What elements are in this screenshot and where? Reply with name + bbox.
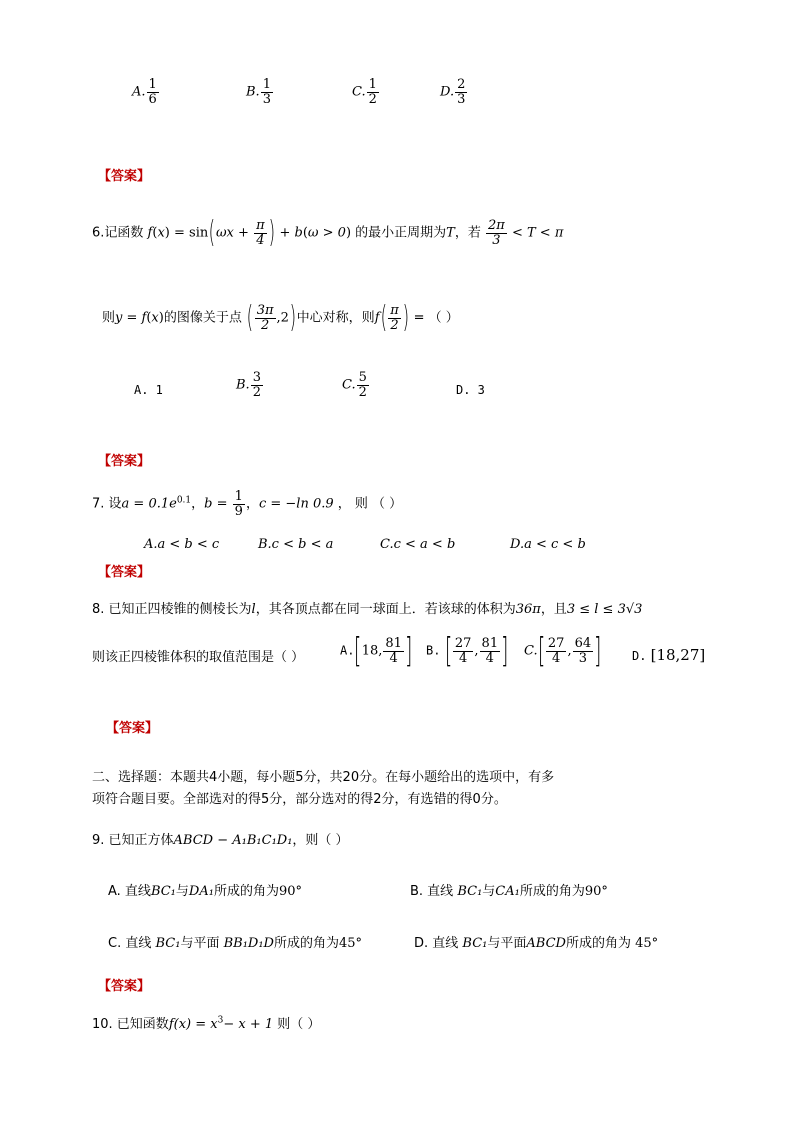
stem-text: ，其各顶点都在同一球面上．若该球的体积为: [255, 602, 516, 617]
math: 3 ≤ l ≤ 3√3: [566, 602, 643, 617]
q7-stem: [92, 490, 402, 518]
denominator: 3: [578, 650, 587, 666]
math: f: [374, 310, 380, 326]
math: y = f: [115, 310, 147, 326]
math: BC₁: [155, 936, 181, 951]
numerator: 81: [481, 635, 499, 651]
math: 90°: [584, 884, 608, 899]
stem-text: 所成的角为: [519, 884, 585, 899]
math: ABCD: [526, 936, 566, 951]
section2-line2: 项符合题目要。全部选对的得5分，部分选对的得2分，有选错的得0分。: [92, 792, 507, 807]
denominator: 4: [389, 650, 398, 666]
fraction: [357, 371, 369, 399]
stem-text: 的图像关于点: [163, 310, 242, 326]
denominator: 3: [457, 91, 466, 107]
fraction: [453, 637, 474, 665]
q8-stem-line1: [92, 598, 642, 617]
math: 45°: [635, 936, 659, 951]
answer-label: 【答案】: [98, 565, 151, 580]
q5-option-b: [246, 78, 274, 106]
stem-text: 的最小正周期为: [355, 225, 447, 241]
q7-option-c: C.c < a < b: [380, 537, 456, 552]
denominator: 2: [252, 384, 261, 400]
q9-option-c: [108, 932, 362, 951]
question-number: 7. 设: [92, 496, 122, 512]
stem-text: 与: [175, 884, 189, 899]
fraction: [383, 637, 404, 665]
math: BC₁: [457, 884, 483, 899]
option-letter: B.: [236, 377, 250, 393]
fraction: [261, 78, 273, 106]
stem-text: B. 直线: [410, 884, 454, 899]
stem-text: = （ ）: [413, 310, 459, 326]
option-letter: D.: [440, 84, 455, 100]
q5-option-c: [352, 78, 380, 106]
math: CA₁: [495, 884, 520, 899]
option-letter: B.: [246, 84, 260, 100]
answer-label: 【答案】: [98, 979, 151, 994]
numerator: 27: [547, 635, 565, 651]
stem-text: D. 直线: [414, 936, 459, 951]
stem-text: ，则（ ）: [292, 833, 349, 848]
denominator: 2: [368, 91, 377, 107]
math: 90°: [278, 884, 302, 899]
stem-text: C. 直线: [108, 936, 152, 951]
stem-text: ，且: [540, 602, 567, 617]
q6-stem-line2: 则y = f(x)的图像关于点 ( $\frac{3\pi}{2}$ ,2)中心对称，则f( $\frac{\pi}{2}$ ) = （ ）: [102, 300, 459, 335]
numerator: π: [256, 217, 265, 233]
q10-stem: [92, 1013, 320, 1032]
fraction: [251, 371, 263, 399]
stem-text: 9. 已知正方体: [92, 833, 174, 848]
fraction: [255, 304, 276, 332]
q7-option-d: D.a < c < b: [510, 537, 586, 552]
math: ωx +: [215, 225, 249, 241]
math: + b: [279, 225, 303, 241]
math: x: [151, 310, 159, 326]
fraction: [546, 637, 567, 665]
stem-text: ，: [245, 496, 259, 512]
q8-option-c: C.[ $\frac{27}{4}$ , $\frac{64}{3}$ ]: [524, 631, 602, 671]
math: b =: [204, 496, 228, 512]
stem-text: A. 直线: [108, 884, 151, 899]
numerator: 81: [385, 635, 402, 651]
denominator: 4: [485, 650, 494, 666]
numerator: 1: [148, 77, 157, 92]
denominator: 6: [148, 91, 157, 107]
denominator: 3: [262, 91, 271, 107]
math: T: [446, 225, 455, 241]
answer-label: 【答案】: [98, 169, 151, 184]
denominator: 2: [260, 317, 270, 333]
math: BC₁: [150, 884, 176, 899]
q9-stem: [92, 829, 349, 848]
math: f(x) = x: [168, 1017, 218, 1032]
math: 36π: [515, 602, 541, 617]
math: c = −ln 0.9: [258, 496, 334, 512]
q8-option-a: A.[18, $\frac{81}{4}$ ]: [340, 631, 413, 671]
numerator: 27: [454, 635, 472, 651]
stem-text: 中心对称，则: [296, 310, 375, 326]
numerator: 1: [262, 77, 271, 92]
fraction: [573, 637, 594, 665]
option-letter: D.: [632, 649, 647, 663]
numerator: 5: [358, 370, 367, 385]
math: x: [157, 225, 165, 241]
denominator: 4: [552, 650, 561, 666]
math: 3: [217, 1015, 224, 1026]
q8-option-d: [632, 646, 705, 664]
numerator: 3π: [256, 302, 274, 318]
fraction: [388, 304, 401, 332]
denominator: 2: [358, 384, 367, 400]
option-letter: C.: [524, 643, 538, 659]
stem-text: 所成的角为: [565, 936, 631, 951]
fraction: [367, 78, 379, 106]
q8-stem-line2: 则该正四棱锥体积的取值范围是（ ）: [92, 650, 305, 665]
numerator: 2: [457, 77, 466, 92]
denominator: 9: [234, 503, 243, 519]
math: DA₁: [188, 884, 214, 899]
q6-option-c: [342, 371, 370, 399]
stem-text: 与平面: [487, 936, 527, 951]
stem-text: 则（ ）: [277, 1017, 321, 1032]
answer-label: 【答案】: [98, 454, 151, 469]
denominator: 2: [390, 317, 399, 333]
q6-option-d: D. 3: [456, 383, 485, 397]
numerator: 1: [234, 489, 243, 504]
section2-line1: 二、选择题：本题共4小题，每小题5分，共20分。在每小题给出的选项中，有多: [92, 770, 555, 785]
stem-text: ， 则 （ ）: [337, 496, 403, 512]
stem-text: 与: [482, 884, 496, 899]
q7-option-a: A.a < b < c: [144, 537, 220, 552]
math: BC₁: [462, 936, 488, 951]
numerator: 1: [368, 77, 377, 92]
stem-text: ，若: [454, 225, 481, 241]
q6-option-a: A. 1: [134, 383, 163, 397]
math: 45°: [338, 936, 363, 951]
q9-option-b: [410, 880, 608, 899]
q5-option-a: [132, 78, 160, 106]
math: ,2: [276, 310, 289, 326]
denominator: 4: [458, 650, 468, 666]
option-letter: A.: [132, 84, 146, 100]
numerator: 3: [252, 370, 261, 385]
math: − x + 1: [223, 1017, 274, 1032]
q8-option-b: B. [ $\frac{27}{4}$ , $\frac{81}{4}$ ]: [426, 631, 509, 671]
stem-text: ，: [191, 496, 205, 512]
denominator: 3: [492, 232, 501, 248]
question-number: 6.记函数: [92, 225, 144, 241]
math: a = 0.1e: [121, 496, 177, 512]
fraction: [455, 78, 467, 106]
stem-text: 8. 已知正四棱锥的侧棱长为: [92, 602, 252, 617]
answer-label: 【答案】: [106, 721, 159, 736]
numerator: π: [390, 302, 399, 318]
option-letter: C.: [352, 84, 366, 100]
math: ABCD − A₁B₁C₁D₁: [173, 833, 293, 848]
fraction: [233, 490, 245, 518]
fraction: [254, 219, 267, 247]
option-letter: B.: [426, 643, 441, 658]
fraction: [486, 219, 507, 247]
math: [18,27]: [650, 646, 706, 664]
math: ω > 0: [307, 225, 346, 241]
math: = sin: [174, 225, 209, 241]
option-letter: A.: [340, 643, 355, 658]
q6-stem-line1: 6.记函数 f(x) = sin(ωx + $\frac{\pi}{4}$ ) + b(ω > 0) 的最小正周期为T，若 $\frac{2\pi}{3}$ < T < π: [92, 215, 564, 250]
numerator: 2π: [488, 217, 505, 233]
math: < T < π: [511, 225, 564, 241]
math: BB₁D₁D: [223, 936, 274, 951]
math: l: [251, 602, 256, 617]
q9-option-a: [108, 880, 302, 899]
q6-option-b: [236, 371, 264, 399]
stem-text: 所成的角为: [213, 884, 279, 899]
option-letter: C.: [342, 377, 356, 393]
question-number: 10. 已知函数: [92, 1017, 169, 1032]
stem-text: 所成的角为: [273, 936, 339, 951]
math: f: [147, 225, 153, 241]
fraction: [147, 78, 159, 106]
math: 0.1: [176, 495, 192, 506]
q7-option-b: B.c < b < a: [258, 537, 334, 552]
numerator: 64: [574, 635, 592, 651]
stem-text: 则: [102, 310, 116, 326]
fraction: [480, 637, 501, 665]
math: 18,: [361, 643, 383, 659]
q9-option-d: [414, 932, 658, 951]
q5-option-d: [440, 78, 468, 106]
denominator: 4: [256, 232, 265, 248]
stem-text: 与平面: [180, 936, 220, 951]
